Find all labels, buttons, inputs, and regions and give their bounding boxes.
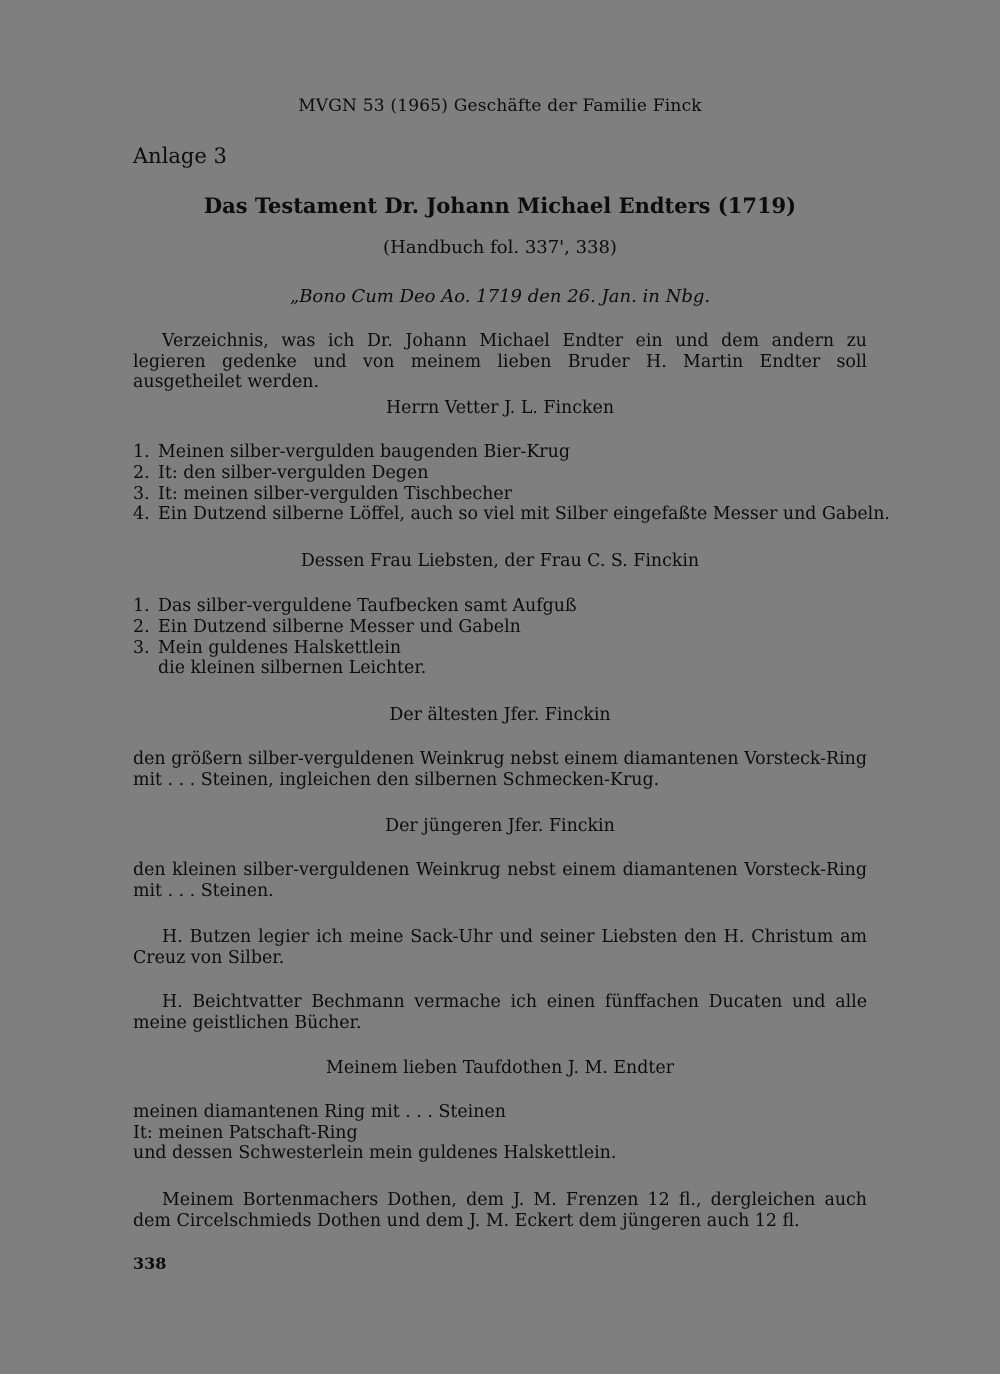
list-item-text: It: meinen silber-vergulden Tischbecher (158, 483, 512, 504)
list-item-text: It: den silber-vergulden Degen (158, 462, 429, 483)
list-item-text: Meinen silber-vergulden baugenden Bier-Krug (158, 442, 570, 462)
list-item-text: die kleinen silbernen Leichter. (158, 658, 427, 679)
list-item (133, 658, 867, 679)
section-heading-juengeren: Der jüngeren Jfer. Finckin (385, 816, 615, 836)
list-item (133, 504, 890, 525)
list-item-number: 3. (133, 637, 150, 658)
list-item-text: Das silber-verguldene Taufbecken samt Aufguß (158, 596, 577, 616)
bequest-text-aeltesten: den größern silber-verguldenen Weinkrug nebst einem diamantenen Vorsteck-Ring mit . . . Steinen, ingleichen den silbernen Schmecken-Krug. (133, 749, 867, 790)
appendix-label: Anlage 3 (133, 144, 227, 168)
section-heading-vetter: Herrn Vetter J. L. Fincken (385, 398, 615, 418)
list-item-number: 4. (133, 504, 150, 525)
document-subtitle: (Handbuch fol. 337', 338) (383, 237, 617, 258)
list-item (133, 596, 867, 617)
running-head: MVGN 53 (1965) Geschäfte der Familie Finck (298, 96, 702, 116)
list-item (133, 463, 867, 484)
paragraph-bortenmacher: Meinem Bortenmachers Dothen, dem J. M. Frenzen 12 fl., dergleichen auch dem Circelschmieds Dothen und dem J. M. Eckert dem jüngeren auch 12 fl. (133, 1190, 867, 1231)
list-item (133, 484, 867, 505)
opening-line: „Bono Cum Deo Ao. 1719 den 26. Jan. in Nbg. (289, 286, 711, 307)
bequest-line: meinen diamantenen Ring mit . . . Steinen (133, 1102, 506, 1122)
intro-paragraph: Verzeichnis, was ich Dr. Johann Michael Endter ein und dem andern zu legieren gedenke und von meinem lieben Bruder H. Martin Endter soll ausgetheilet werden. (133, 331, 867, 392)
paragraph-butzen: H. Butzen legier ich meine Sack-Uhr und seiner Liebsten den H. Christum am Creuz von Silber. (133, 927, 867, 968)
list-item-number: 3. (133, 483, 150, 504)
list-item-number: 1. (133, 442, 150, 462)
document-page (133, 0, 890, 1374)
list-item-text: Ein Dutzend silberne Messer und Gabeln (158, 616, 521, 637)
bequest-text-juengeren: den kleinen silber-verguldenen Weinkrug nebst einem diamantenen Vorsteck-Ring mit . . . Steinen. (133, 860, 867, 901)
section-heading-taufdothen: Meinem lieben Taufdothen J. M. Endter (326, 1058, 674, 1078)
bequest-line: und dessen Schwesterlein mein guldenes Halskettlein. (133, 1143, 617, 1163)
list-item (133, 617, 867, 638)
list-item (133, 442, 867, 463)
section-heading-frau: Dessen Frau Liebsten, der Frau C. S. Finckin (300, 551, 700, 571)
page-number: 338 (133, 1254, 167, 1273)
bequest-list-vetter (133, 442, 890, 525)
bequest-list-frau (133, 596, 867, 679)
list-item-number: 2. (133, 462, 150, 483)
paragraph-bechmann: H. Beichtvatter Bechmann vermache ich einen fünffachen Ducaten und alle meine geistlichen Bücher. (133, 992, 867, 1033)
bequest-line: It: meinen Patschaft-Ring (133, 1122, 358, 1143)
list-item-text: Mein guldenes Halskettlein (158, 637, 402, 658)
list-item-number: 1. (133, 596, 150, 616)
list-item-text: Ein Dutzend silberne Löffel, auch so viel mit Silber eingefaßte Messer und Gabeln. (158, 504, 890, 525)
list-item-number: 2. (133, 616, 150, 637)
bequest-lines-taufdothen (133, 1102, 867, 1164)
list-item (133, 638, 867, 659)
section-heading-aeltesten: Der ältesten Jfer. Finckin (389, 705, 611, 725)
document-title: Das Testament Dr. Johann Michael Endters (1719) (203, 193, 797, 218)
